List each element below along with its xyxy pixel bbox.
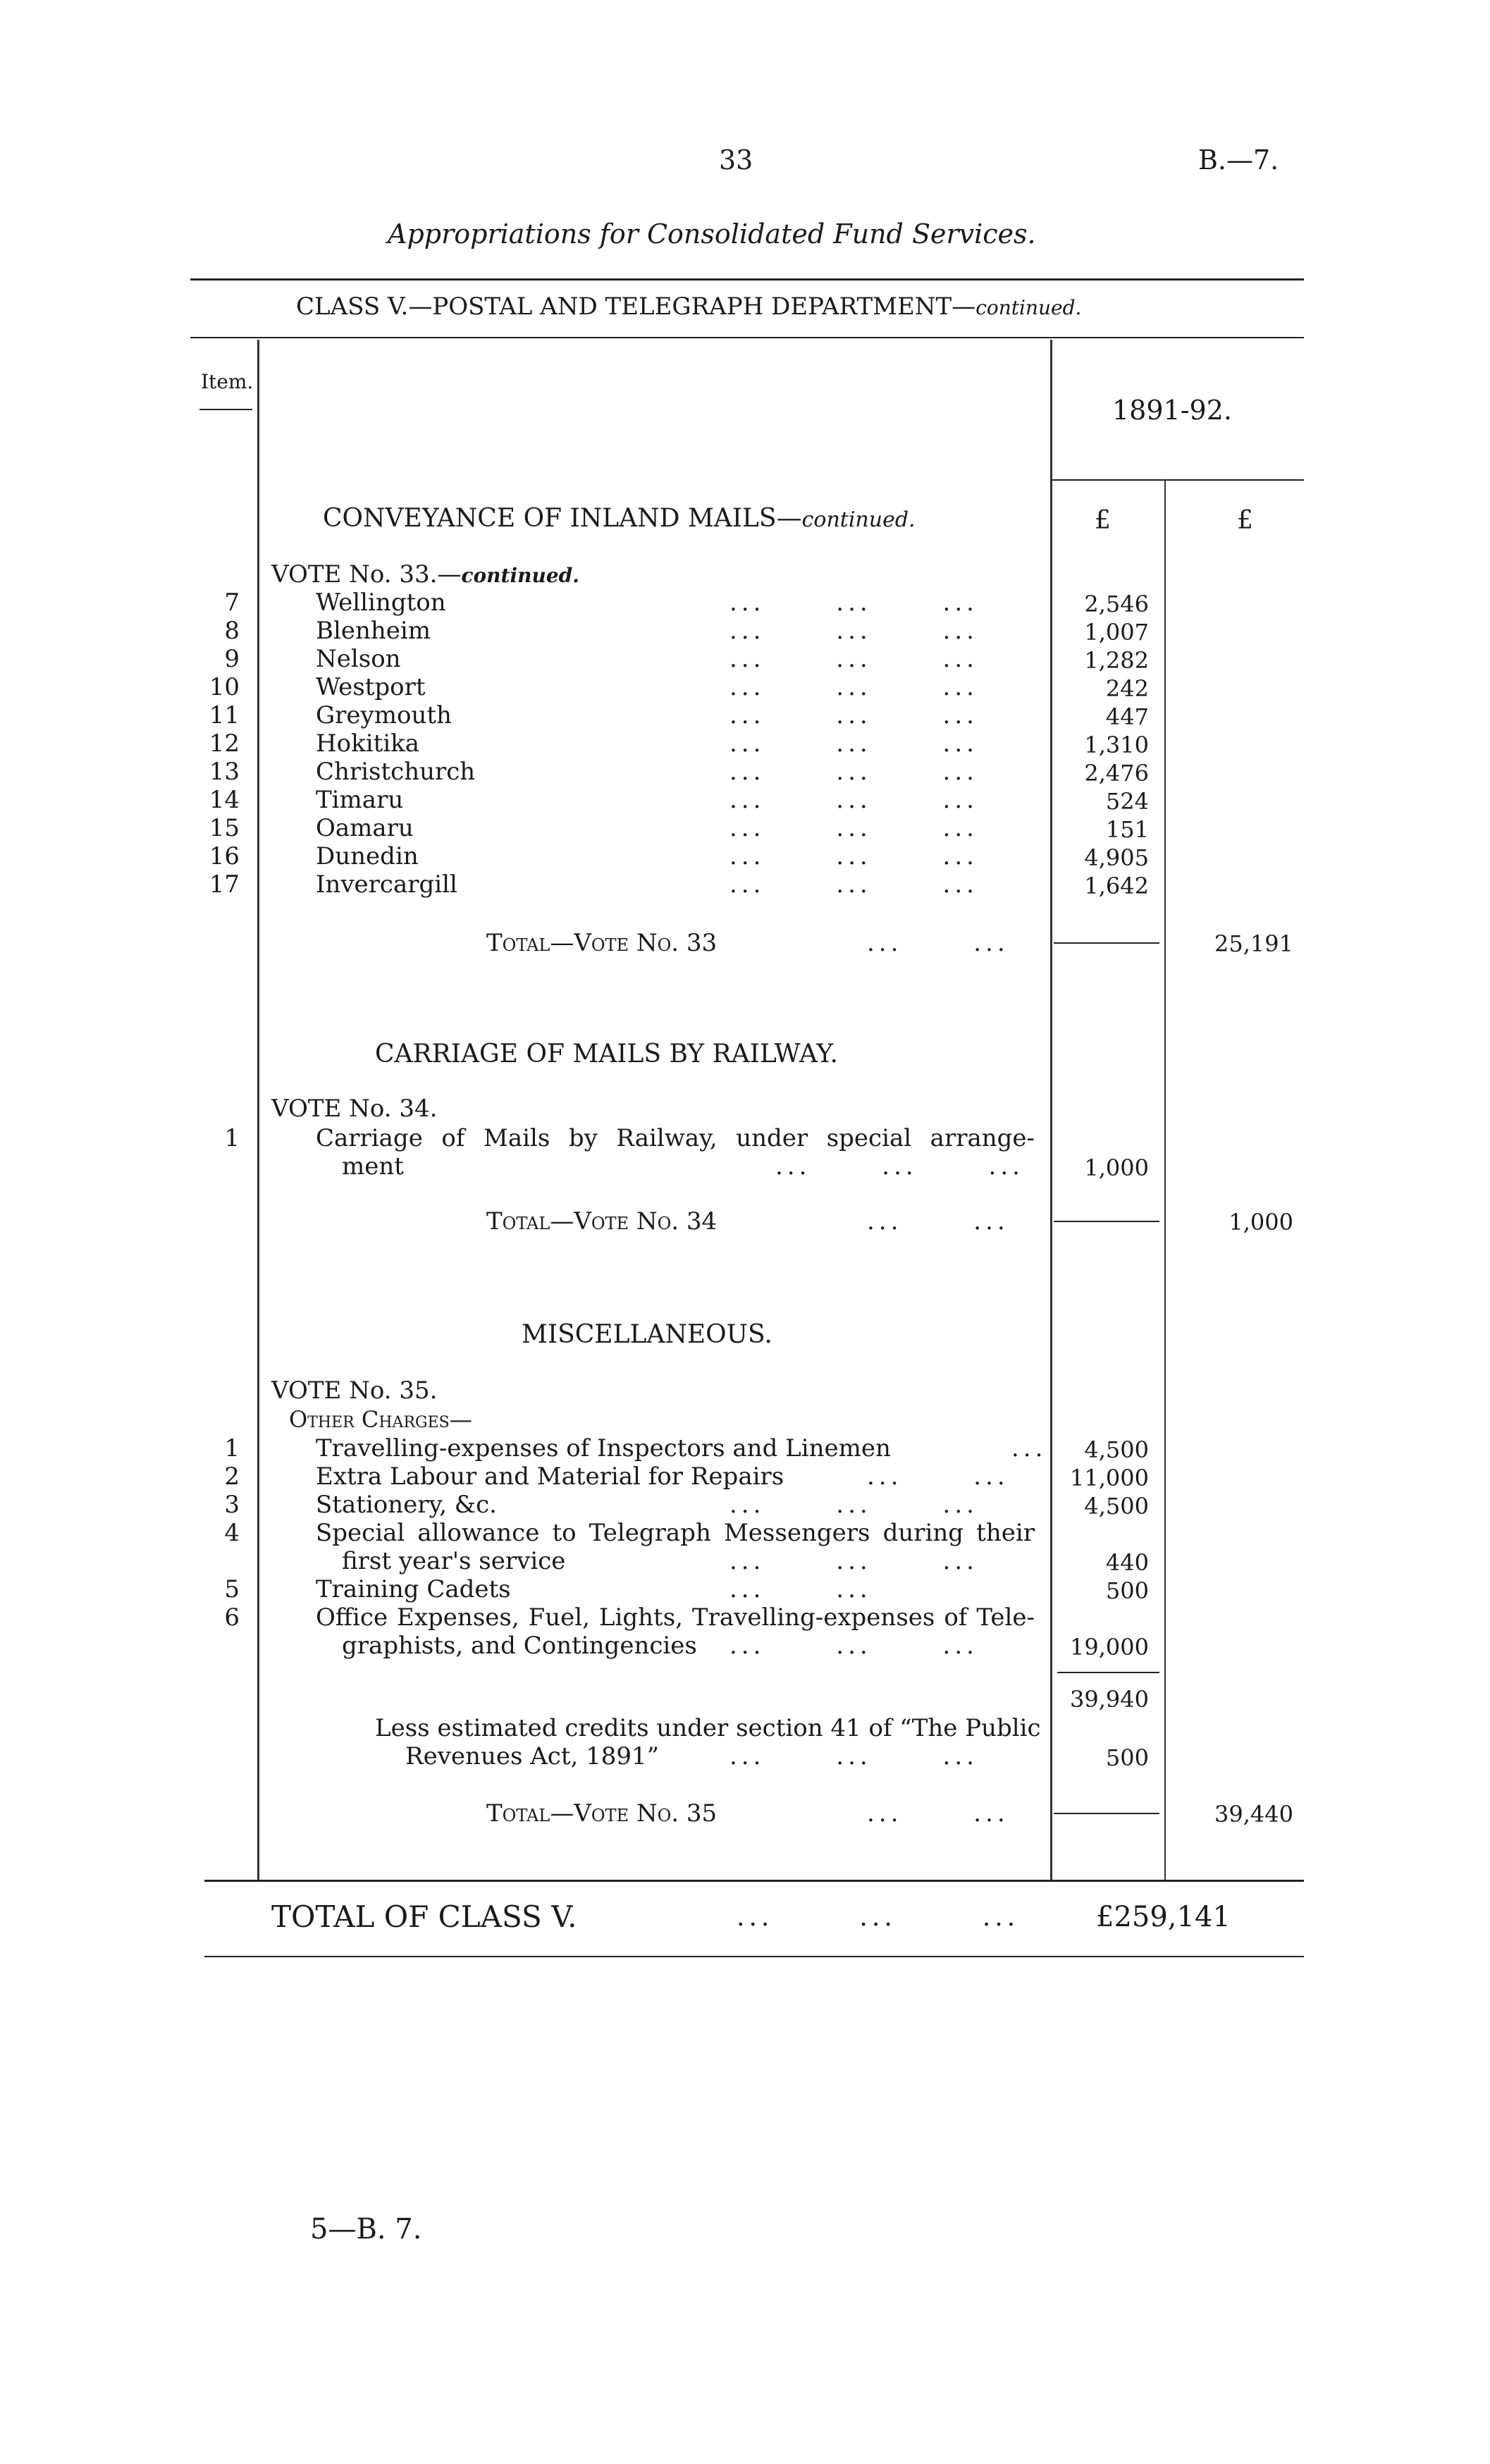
- class-total-rule-bottom: [204, 1956, 1304, 1957]
- inland-title-text: CONVEYANCE OF INLAND MAILS—: [323, 504, 802, 533]
- item-name: Blenheim: [316, 617, 431, 645]
- dot-leader: ... ... ...: [729, 645, 978, 673]
- amount-column-divider: [1164, 481, 1166, 1880]
- vote-34-label: VOTE No. 34.: [271, 1095, 438, 1123]
- item-number: 14: [209, 786, 240, 814]
- item-name: Greymouth: [316, 701, 452, 729]
- dot-leader: ... ...: [867, 929, 1009, 957]
- pound-sign-left: £: [1095, 506, 1111, 535]
- title-rule: [190, 278, 1304, 281]
- year-heading: 1891-92.: [1112, 395, 1232, 426]
- item-number: 11: [209, 701, 240, 729]
- item-amount: 4,500: [1084, 1436, 1149, 1463]
- less-credits-line1: Less estimated credits under section 41 of “The Public: [375, 1714, 1041, 1742]
- item-number: 13: [209, 758, 240, 786]
- pound-sign-right: £: [1237, 506, 1253, 535]
- item-number: 1: [224, 1124, 240, 1152]
- class-heading: [296, 292, 1081, 321]
- vote-33-total: 25,191: [1214, 930, 1293, 957]
- item-amount: 2,476: [1084, 760, 1149, 787]
- dot-leader: ... ...: [867, 1799, 1009, 1828]
- vote-35-label: VOTE No. 35.: [271, 1376, 438, 1405]
- dot-leader: ... ... ...: [729, 1632, 978, 1660]
- dot-leader: ... ... ...: [729, 701, 978, 729]
- item-name: Oamaru: [316, 814, 414, 842]
- class-total-amount: £259,141: [1096, 1901, 1231, 1933]
- dot-leader: ... ... ...: [775, 1152, 1024, 1181]
- dot-leader: ... ... ...: [729, 786, 978, 814]
- railway-item-line2: ment: [342, 1152, 404, 1181]
- item-column-divider: [257, 340, 259, 1880]
- vote-33-total-label: Total—Vote No. 33: [486, 929, 718, 957]
- class-total-rule-top: [204, 1880, 1304, 1882]
- item-description: Office Expenses, Fuel, Lights, Travelling-expenses of Tele-: [316, 1603, 1035, 1632]
- item-amount: 440: [1105, 1549, 1149, 1576]
- header-rule: [190, 337, 1304, 338]
- subtotal-rule: [1054, 1813, 1159, 1814]
- item-amount: 524: [1105, 788, 1149, 815]
- item-amount: 151: [1105, 816, 1149, 843]
- item-number: 3: [224, 1491, 240, 1519]
- description-column-divider: [1050, 340, 1052, 1880]
- vote-35-total: 39,440: [1214, 1801, 1293, 1828]
- dot-leader: ... ... ...: [729, 1742, 978, 1770]
- vote-35-total-label: Total—Vote No. 35: [486, 1799, 718, 1828]
- dot-leader: ... ... ...: [729, 589, 978, 617]
- item-label-rule: [199, 409, 252, 410]
- item-name: Nelson: [316, 645, 401, 673]
- item-number: 9: [224, 645, 240, 673]
- signature-mark: 5—B. 7.: [310, 2213, 422, 2246]
- other-charges-label: Other Charges—: [289, 1406, 472, 1433]
- dot-leader: ... ...: [867, 1207, 1009, 1236]
- item-number: 2: [224, 1462, 240, 1491]
- railway-item-line1: Carriage of Mails by Railway, under special arrange-: [316, 1124, 1035, 1152]
- dot-leader: ... ...: [867, 1462, 1009, 1491]
- dot-leader: ... ... ...: [729, 1491, 978, 1519]
- page-title: Appropriations for Consolidated Fund Services.: [388, 218, 1036, 250]
- item-description: Stationery, &c.: [316, 1491, 497, 1519]
- inland-title-continued: continued.: [801, 507, 916, 532]
- item-number: 17: [209, 870, 240, 899]
- subtotal-rule: [1054, 1221, 1159, 1222]
- item-amount: 1,007: [1084, 619, 1149, 646]
- item-name: Wellington: [316, 589, 446, 617]
- item-number: 6: [224, 1603, 240, 1632]
- vote-33-text: VOTE No. 33.—: [271, 560, 462, 589]
- page-number: 33: [719, 144, 753, 175]
- vote-33-continued: continued.: [461, 564, 579, 587]
- item-amount: 2,546: [1084, 591, 1149, 617]
- item-amount: 447: [1105, 703, 1149, 730]
- item-name: Timaru: [316, 786, 404, 814]
- dot-leader: ... ... ...: [729, 617, 978, 645]
- item-amount: 500: [1105, 1577, 1149, 1604]
- less-credits-amount: 500: [1105, 1744, 1149, 1771]
- item-name: Hokitika: [316, 729, 420, 758]
- inland-section-title: [323, 504, 916, 533]
- class-heading-text: CLASS V.—POSTAL AND TELEGRAPH DEPARTMENT—: [296, 292, 976, 321]
- item-amount: 4,500: [1084, 1493, 1149, 1520]
- item-number: 8: [224, 617, 240, 645]
- item-number: 16: [209, 842, 240, 870]
- item-amount: 4,905: [1084, 844, 1149, 871]
- item-name: Westport: [316, 673, 426, 701]
- item-amount: 1,310: [1084, 732, 1149, 758]
- dot-leader: ... ... ...: [729, 673, 978, 701]
- document-reference: B.—7.: [1198, 144, 1279, 175]
- vote-34-total: 1,000: [1229, 1209, 1293, 1236]
- less-credits-line2: Revenues Act, 1891”: [405, 1742, 660, 1770]
- dot-leader: ... ... ...: [729, 870, 978, 899]
- dot-leader: ...: [1011, 1434, 1047, 1462]
- item-number: 10: [209, 673, 240, 701]
- item-name: Dunedin: [316, 842, 419, 870]
- subtotal-rule: [1054, 942, 1159, 944]
- item-number: 15: [209, 814, 240, 842]
- misc-subtotal: 39,940: [1070, 1686, 1149, 1713]
- dot-leader: ... ... ...: [729, 758, 978, 786]
- year-rule: [1052, 479, 1304, 481]
- vote-33-label: [271, 560, 579, 589]
- dot-leader: ... ... ...: [729, 729, 978, 758]
- item-description: Training Cadets: [316, 1575, 511, 1603]
- item-description-continued: graphists, and Contingencies: [342, 1632, 697, 1660]
- item-number: 5: [224, 1575, 240, 1603]
- item-amount: 19,000: [1070, 1634, 1149, 1661]
- dot-leader: ... ... ...: [737, 1903, 1020, 1932]
- item-amount: 11,000: [1070, 1465, 1149, 1491]
- item-description-continued: first year's service: [342, 1547, 566, 1575]
- item-number: 12: [209, 729, 240, 758]
- item-name: Invercargill: [316, 870, 457, 899]
- railway-section-title: CARRIAGE OF MAILS BY RAILWAY.: [375, 1040, 838, 1068]
- item-number: 7: [224, 589, 240, 617]
- item-column-label: Item.: [201, 370, 254, 393]
- vote-34-total-label: Total—Vote No. 34: [486, 1207, 718, 1236]
- item-amount: 242: [1105, 675, 1149, 702]
- dot-leader: ... ...: [729, 1575, 872, 1603]
- dot-leader: ... ... ...: [729, 814, 978, 842]
- dot-leader: ... ... ...: [729, 1547, 978, 1575]
- item-number: 1: [224, 1434, 240, 1462]
- subtotal-rule: [1057, 1672, 1159, 1673]
- item-amount: 1,282: [1084, 647, 1149, 674]
- misc-section-title: MISCELLANEOUS.: [522, 1320, 772, 1349]
- railway-amount: 1,000: [1084, 1154, 1149, 1181]
- item-amount: 1,642: [1084, 873, 1149, 899]
- dot-leader: ... ... ...: [729, 842, 978, 870]
- item-number: 4: [224, 1519, 240, 1547]
- item-description: Extra Labour and Material for Repairs: [316, 1462, 784, 1491]
- class-heading-continued: continued.: [975, 296, 1082, 319]
- class-total-label: TOTAL OF CLASS V.: [271, 1899, 577, 1934]
- item-description: Special allowance to Telegraph Messengers during their: [316, 1519, 1035, 1547]
- item-description: Travelling-expenses of Inspectors and Linemen: [316, 1434, 891, 1462]
- item-name: Christchurch: [316, 758, 476, 786]
